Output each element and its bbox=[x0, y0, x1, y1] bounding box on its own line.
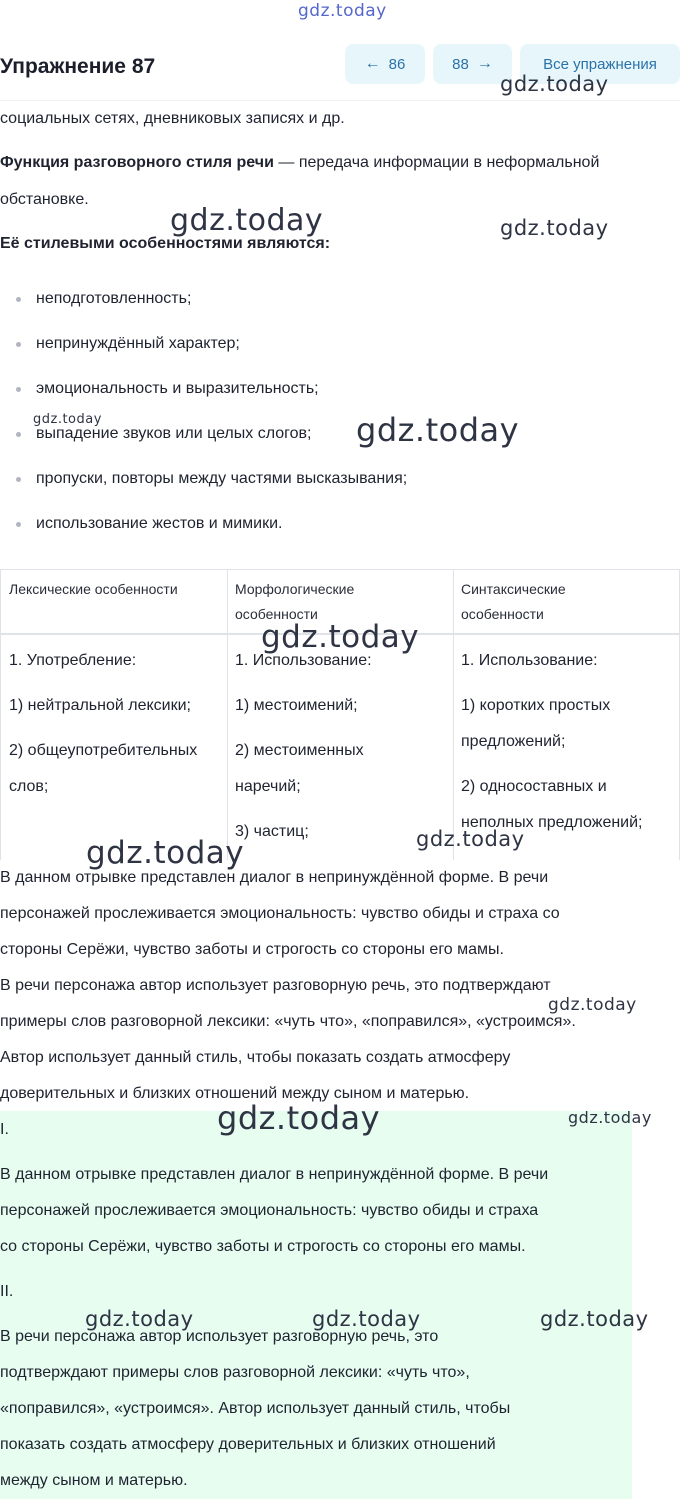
table-cell-line: 2) местоименных наречий; bbox=[235, 742, 364, 795]
table-cell-line: 2) односоставных и неполных предложений; bbox=[461, 778, 643, 831]
list-item: пропуски, повторы между частями высказывания; bbox=[0, 456, 680, 501]
analysis-line: В речи персонажа автор использует разговорную речь, это подтверждают bbox=[0, 977, 551, 994]
analysis-line: примеры слов разговорной лексики: «чуть что», «поправился», «устроимся». bbox=[0, 1013, 576, 1030]
table-cell-line: 2) общеупотребительных слов; bbox=[9, 742, 198, 795]
analysis-line: персонажей прослеживается эмоциональность: чувство обиды и страха со bbox=[0, 905, 560, 922]
function-line bbox=[0, 145, 680, 181]
watermark-top: gdz.today bbox=[298, 1, 387, 21]
list-item: неподготовленность; bbox=[0, 276, 680, 321]
table-cell-line: 1) нейтральной лексики; bbox=[9, 697, 191, 714]
watermark: gdz.today bbox=[312, 1307, 421, 1331]
page-title: Упражнение 87 bbox=[0, 55, 156, 78]
analysis-line: доверительных и близких отношений между сыном и матерью. bbox=[0, 1085, 470, 1102]
watermark: gdz.today bbox=[217, 1099, 381, 1137]
table-header-morphological: Морфологические особенности bbox=[235, 581, 355, 622]
analysis-line: стороны Серёжи, чувство заботы и строгость со стороны его мамы. bbox=[0, 941, 504, 958]
answer-line: подтверждают примеры слов разговорной лексики: «чуть что», bbox=[0, 1364, 470, 1381]
answer-line: В данном отрывке представлен диалог в непринуждённой форме. В речи bbox=[0, 1166, 549, 1183]
all-exercises-label: Все упражнения bbox=[543, 55, 657, 73]
table-cell-line: 3) частиц; bbox=[235, 823, 309, 840]
watermark: gdz.today bbox=[170, 203, 324, 238]
table-cell-line: 1) местоимений; bbox=[235, 697, 358, 714]
watermark: gdz.today bbox=[261, 619, 420, 655]
arrow-right-icon: → bbox=[476, 55, 493, 72]
answer-number: II. bbox=[0, 1283, 14, 1300]
answer-line: со стороны Серёжи, чувство заботы и строгость со стороны его мамы. bbox=[0, 1238, 526, 1255]
intro-line: социальных сетях, дневниковых записях и др. bbox=[0, 110, 345, 127]
list-item: выпадение звуков или целых слогов; bbox=[0, 411, 680, 456]
watermark: gdz.today bbox=[548, 995, 637, 1015]
watermark: gdz.today bbox=[500, 216, 609, 240]
function-definition: — передача информации в неформальной bbox=[273, 154, 600, 171]
watermark: gdz.today bbox=[85, 1307, 194, 1331]
watermark: gdz.today bbox=[568, 1108, 652, 1127]
watermark: gdz.today bbox=[33, 412, 102, 427]
watermark: gdz.today bbox=[356, 411, 520, 449]
arrow-left-icon: ← bbox=[364, 55, 381, 72]
features-heading: Её стилевыми особенностями являются: bbox=[0, 235, 331, 252]
table-cell-line: 1. Использование: bbox=[235, 652, 372, 669]
list-item: непринуждённый характер; bbox=[0, 321, 680, 366]
watermark: gdz.today bbox=[540, 1307, 649, 1331]
answer-line: показать создать атмосферу доверительных и близких отношений bbox=[0, 1436, 496, 1453]
watermark: gdz.today bbox=[500, 72, 609, 96]
answer-line: персонажей прослеживается эмоциональность: чувство обиды и страха bbox=[0, 1202, 539, 1219]
next-exercise-label: 88 bbox=[452, 55, 469, 73]
watermark: gdz.today bbox=[416, 827, 525, 851]
list-item: использование жестов и мимики. bbox=[0, 501, 680, 546]
list-item: эмоциональность и выразительность; bbox=[0, 366, 680, 411]
table-header-lexical: Лексические особенности bbox=[9, 581, 178, 597]
answer-line: между сыном и матерью. bbox=[0, 1472, 188, 1489]
function-term: Функция разговорного стиля речи bbox=[0, 154, 274, 171]
prev-exercise-label: 86 bbox=[388, 55, 406, 73]
watermark: gdz.today bbox=[86, 835, 245, 871]
answer-line: «поправился», «устроимся». Автор использует данный стиль, чтобы bbox=[0, 1400, 511, 1417]
analysis-line: В данном отрывке представлен диалог в непринуждённой форме. В речи bbox=[0, 869, 549, 886]
prev-exercise-button[interactable] bbox=[345, 44, 425, 84]
function-line-2: обстановке. bbox=[0, 191, 89, 208]
answer-line: В речи персонажа автор использует разговорную речь, это bbox=[0, 1328, 439, 1345]
analysis-line: Автор использует данный стиль, чтобы показать создать атмосферу bbox=[0, 1049, 511, 1066]
table-cell-lexical bbox=[9, 643, 221, 814]
table-cell-line: 1. Употребление: bbox=[9, 652, 137, 669]
features-table bbox=[0, 569, 680, 860]
table-cell-line: 1) коротких простых предложений; bbox=[461, 697, 611, 750]
table-header-syntactic: Синтаксические особенности bbox=[461, 581, 566, 622]
table-cell-line: 1. Использование: bbox=[461, 652, 598, 669]
table-top-border bbox=[0, 569, 680, 570]
features-list bbox=[0, 276, 680, 546]
answer-number: I. bbox=[0, 1121, 9, 1138]
table-cell-syntactic bbox=[461, 643, 673, 850]
